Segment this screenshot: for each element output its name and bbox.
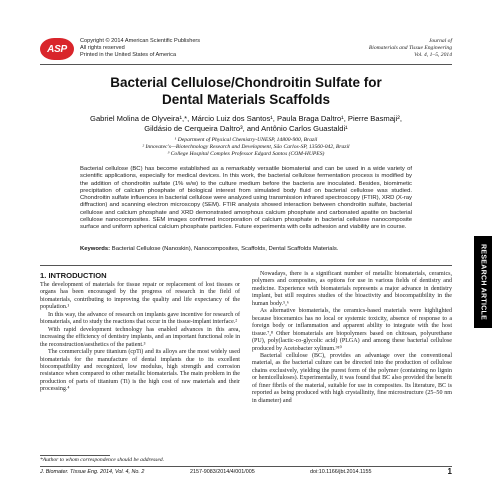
article-title xyxy=(40,74,452,108)
journal-line: Vol. 4, 1–5, 2014 xyxy=(414,52,452,58)
keywords-text: Bacterial Cellulose (Nanoskin), Nanocomposites, Scaffolds, Dental Scaffolds Materials. xyxy=(111,246,339,252)
paragraph: In this way, the advance of research on implants gave incentive for research of biomaterials, and to study the reactions that occur in the tissue-implant interface.² xyxy=(40,311,240,326)
copyright-block xyxy=(80,38,200,59)
header-divider xyxy=(40,64,452,65)
publisher-logo xyxy=(40,38,74,60)
footnote: *Author to whom correspondence should be addressed. xyxy=(40,457,165,463)
author-line: Gildásio de Cerqueira Daltro³, and Antônio Carlos Guastaldi¹ xyxy=(144,124,348,133)
title-line: Dental Materials Scaffolds xyxy=(161,92,331,107)
body-divider xyxy=(40,265,452,266)
footnote-divider xyxy=(40,455,110,456)
keywords xyxy=(80,246,412,253)
journal-line: Biomaterials and Tissue Engineering xyxy=(368,45,452,51)
author-list xyxy=(40,114,452,134)
copyright-line: Printed in the United States of America xyxy=(80,52,177,58)
copyright-line: All rights reserved xyxy=(80,45,125,51)
left-column xyxy=(40,271,240,394)
footer-journal: J. Biomater. Tissue Eng. 2014, Vol. 4, No. 2 xyxy=(40,469,145,475)
section-heading: 1. INTRODUCTION xyxy=(40,271,107,280)
affiliation-line: ¹ Department of Physical Chemistry-UNESP, 14800-900, Brazil xyxy=(174,137,318,143)
footer-issn: 2157-9083/2014/4/001/005 xyxy=(190,469,255,475)
affiliation-line: ² Innovatec's—Biotechnology Research and Development, São Carlos-SP, 13560-042, Brazil xyxy=(142,144,350,150)
keywords-label: Keywords: xyxy=(80,246,111,252)
paragraph: The development of materials for tissue repair or replacement of lost tissues or organs has been encouraged by the progress of research in the field of biomaterials, contributing to improving the quality and life expectancy of the population.¹ xyxy=(40,282,240,311)
footer-divider xyxy=(40,466,452,467)
abstract-text: Bacterial cellulose (BC) has become established as a remarkably versatile biomaterial and can be used in a wide variety of scientific applications, especially for medical devices. In this work, the bacterial cellulose fermentation process is modified by the addition of chondroitin sulfate (1% w/w) to the culture medium before the bacteria are inoculated. Besides, biomimetic precipitation of calcium phosphate of biological interest from simulated body fluid on bacterial cellulose was studied. Chondroitin sulfate influences in bacterial cellulose were analyzed using transmission infrared spectroscopy (FTIR), XRD (X-ray diffraction) and scanning electron microscopy (SEM). FTIR analysis showed interaction between chondroitin sulfate, bacterial cellulose and calcium phosphate and XRD demonstrated amorphous calcium phosphate and carbonated apatite on bacterial cellulose nanocomposites. SEM images confirmed incorporation of calcium phosphate in bacterial cellulose nanocomposite surface and uniform spherical calcium phosphate particles. Future experiments with cells adhesion and viability are in course. xyxy=(80,166,412,231)
logo-text: ASP xyxy=(47,43,67,55)
paragraph: Nowadays, there is a significant number of metallic biomaterials, ceramics, polymers and composites, as options for use in various fields of dentistry and medicine. Experience with biomaterials represents a major advance in dentistry implant, but still requires studies of the bioactivity and biocompatibility in the human body.⁵,⁶ xyxy=(252,271,452,307)
right-column xyxy=(252,271,452,405)
title-line: Bacterial Cellulose/Chondroitin Sulfate for xyxy=(110,75,382,90)
footer-doi: doi:10.1166/jbt.2014.1155 xyxy=(310,469,372,475)
affiliations xyxy=(40,137,452,158)
section-tab xyxy=(474,236,492,328)
journal-line: Journal of xyxy=(428,38,452,44)
paragraph: Bacterial cellulose (BC), provides an advantage over the conventional material, as the bacterial culture can be directed into the production of cellulose chains exclusively, yielding the purest form of the polymer (containing no lignin or hemicelluloses). Experimentally, it was found that BC also provided the benefit of finer fibrils of the material, suitable for use in composites. Its literature, BC is reported as being produced with high crystallinity, fine microstructure (25–50 nm in diameter) and xyxy=(252,352,452,404)
paragraph: With rapid development technology has enabled advances in this area, increasing the efficiency of dentistry implants, and an important functional role in the reconstruction/aesthetics of the patient.³ xyxy=(40,326,240,348)
paragraph: As alternative biomaterials, the ceramics-based materials were highlighted because bioceramics has no local or systemic toxicity, absence of response to a foreign body or inflammation and apparent ability to integrate with the host tissue.⁷,⁸ Other biomaterials are biopolymers based on chitosan, polyurethane (PU), poly(lactic-co-glycolic acid) (PLGA) and among these bacterial cellulose produced by Acetobacter xylinum.⁹¹⁰ xyxy=(252,308,452,352)
copyright-line: Copyright © 2014 American Scientific Publishers xyxy=(80,38,201,44)
affiliation-line: ³ College Hospital Complex Professor Edgard Santos (COM-HUPES) xyxy=(167,151,325,157)
page-number: 1 xyxy=(447,467,452,476)
journal-block xyxy=(369,38,452,59)
paragraph: The commercially pure titanium (cpTi) and its alloys are the most widely used biomaterials for the manufacture of dental implants due to its excellent biocompatibility and recognized, low modulus, high strength and corrosion resistance when compared to other metallic biomaterials. The main problem in the production of parts of titanium (Ti) is the high cost of raw materials and their processing.⁴ xyxy=(40,349,240,393)
section-tab-label: RESEARCH ARTICLE xyxy=(479,243,487,321)
author-line: Gabriel Molina de Olyveira¹,*, Márcio Luiz dos Santos¹, Paula Braga Daltro¹, Pierre Basmaji², xyxy=(90,114,402,123)
